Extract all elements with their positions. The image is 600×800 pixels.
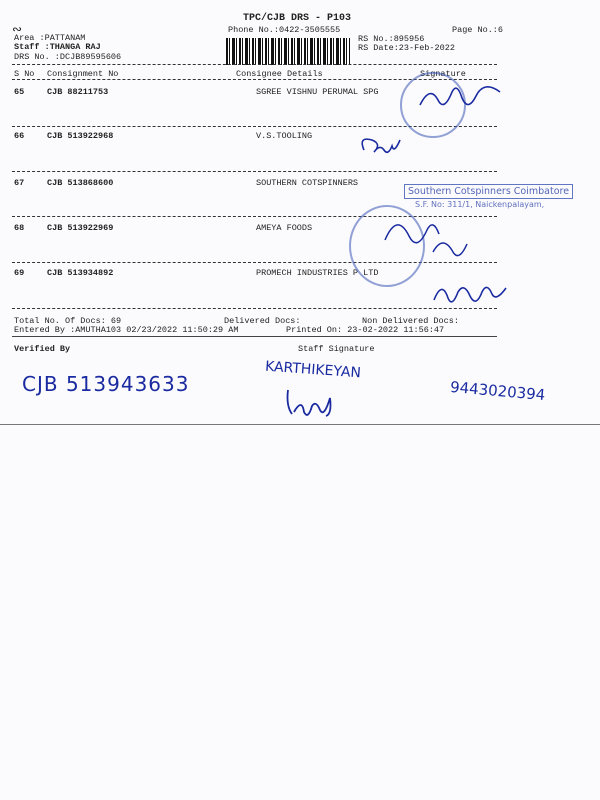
col-consignee: Consignee Details [236, 69, 323, 79]
corner-mark-icon: ∾ [12, 23, 23, 37]
row-sno: 67 [14, 178, 25, 188]
col-signature: Signature [420, 69, 466, 79]
row-sno: 66 [14, 131, 25, 141]
printed-on: Printed On: 23-02-2022 11:56:47 [286, 325, 445, 335]
row-consignee: PROMECH INDUSTRIES P LTD [256, 268, 379, 278]
signature-icon [280, 386, 344, 420]
staff-field: Staff :THANGA RAJ [14, 42, 101, 52]
handwritten-phone: 9443020394 [449, 377, 547, 405]
row-consignment: CJB 513922969 [47, 223, 114, 233]
company-stamp-text: Southern Cotspinners Coimbatore [404, 184, 573, 199]
handwritten-consignment: CJB 513943633 [22, 372, 190, 396]
row-sno: 69 [14, 268, 25, 278]
col-sno: S No [14, 69, 35, 79]
staff-signature-label: Staff Signature [298, 344, 375, 354]
row-sno: 65 [14, 87, 25, 97]
non-delivered-docs: Non Delivered Docs: [362, 316, 459, 326]
rs-date: RS Date:23-Feb-2022 [358, 43, 455, 53]
rs-number: RS No.:895956 [358, 34, 425, 44]
row-divider [12, 171, 497, 172]
footer-divider [12, 336, 497, 337]
row-consignment: CJB 513868600 [47, 178, 114, 188]
phone-number: Phone No.:0422-3505555 [228, 25, 341, 35]
signature-icon [356, 128, 406, 162]
row-consignee: V.S.TOOLING [256, 131, 313, 141]
drs-number: DRS No. :DCJB89595606 [14, 52, 122, 62]
entered-by: Entered By :AMUTHA103 02/23/2022 11:50:29 AM [14, 325, 239, 335]
area-field: Area :PATTANAM [14, 33, 86, 43]
row-consignee: SGREE VISHNU PERUMAL SPG [256, 87, 379, 97]
barcode [226, 38, 350, 65]
page-edge-line [0, 424, 600, 425]
total-docs: Total No. Of Docs: 69 [14, 316, 122, 326]
company-stamp-address: S.F. No: 311/1, Naickenpalayam, [415, 200, 545, 209]
row-sno: 68 [14, 223, 25, 233]
header-divider [12, 64, 497, 65]
col-consignment: Consignment No [47, 69, 119, 79]
row-divider [12, 308, 497, 309]
signature-icon [415, 80, 505, 120]
signature-icon [428, 272, 518, 308]
row-consignee: AMEYA FOODS [256, 223, 313, 233]
row-consignment: CJB 513934892 [47, 268, 114, 278]
handwritten-name: KARTHIKEYAN [264, 358, 362, 382]
signature-icon [375, 210, 475, 270]
page-number: Page No.:6 [452, 25, 504, 35]
document-title: TPC/CJB DRS - P103 [243, 13, 352, 24]
verified-by-label: Verified By [14, 344, 71, 354]
row-consignee: SOUTHERN COTSPINNERS [256, 178, 359, 188]
delivered-docs: Delivered Docs: [224, 316, 301, 326]
row-consignment: CJB 88211753 [47, 87, 109, 97]
row-consignment: CJB 513922968 [47, 131, 114, 141]
